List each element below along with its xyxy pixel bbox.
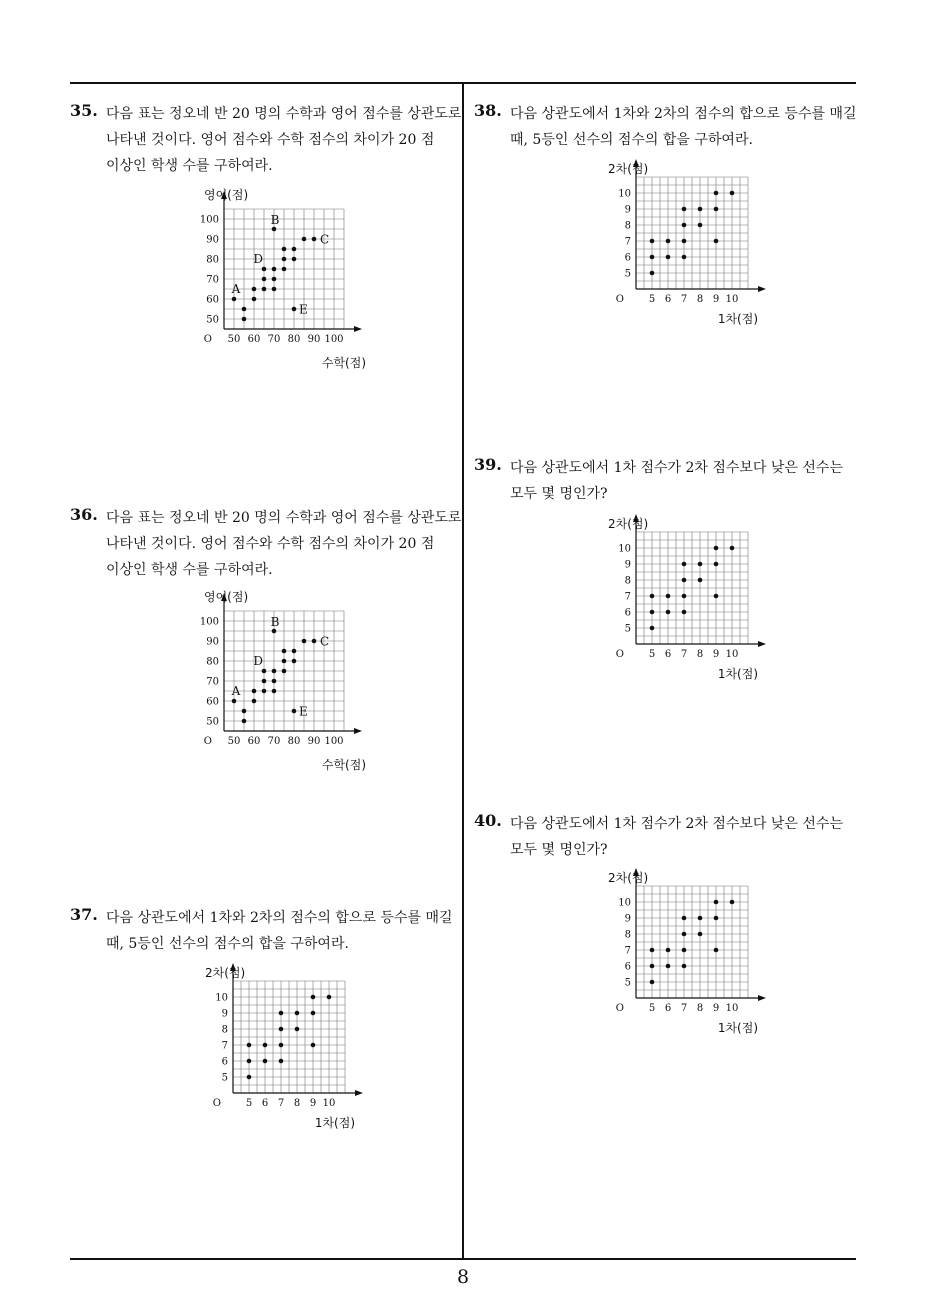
point-label: D [253,252,263,266]
data-point [252,287,257,292]
problem-36 [70,505,462,583]
y-tick-label: 100 [199,214,219,226]
point-label: D [253,654,263,668]
problem-number: 40. [474,811,502,830]
y-tick-label: 50 [206,314,219,326]
problem-number: 39. [474,455,502,474]
y-tick-label: 70 [206,274,219,286]
data-point [666,948,671,953]
x-tick-label: 90 [307,736,321,747]
x-tick-label: 70 [267,334,281,345]
data-point [698,207,703,212]
data-point [730,546,735,551]
x-tick-label: 90 [307,334,321,345]
data-point [252,297,257,302]
scatter-chart-37 [195,963,375,1133]
origin-label: O [615,294,624,305]
data-point [730,900,735,905]
data-point [279,1043,284,1048]
data-point [302,237,307,242]
point-label: C [320,634,330,649]
data-point [272,277,277,282]
point-label: A [231,282,241,296]
data-point [272,679,277,684]
data-point [262,679,267,684]
problem-40 [474,811,866,863]
scatter-chart-40 [598,868,778,1038]
data-point [247,1059,252,1064]
data-point [311,1043,316,1048]
data-point [698,562,703,567]
y-tick-label: 70 [206,676,219,688]
chart-35-svg [190,185,380,375]
x-tick-label: 9 [712,294,720,305]
y-tick-label: 80 [206,254,219,266]
data-point [682,932,687,937]
x-tick-label: 10 [725,649,739,660]
data-point [327,995,332,1000]
y-axis-title: 2차(점) [608,162,649,176]
y-tick-label: 9 [624,204,631,216]
data-point [292,709,297,714]
data-point [262,277,267,282]
x-tick-label: 5 [648,294,656,305]
origin-label: O [615,1003,624,1014]
y-tick-label: 8 [624,929,631,941]
point-label: E [299,302,308,317]
point-label: C [320,232,330,247]
y-axis-title: 영어(점) [204,188,249,202]
data-point [666,255,671,260]
data-point [292,659,297,664]
x-tick-label: 6 [664,1003,672,1014]
x-tick-label: 6 [664,294,672,305]
data-point [302,639,307,644]
data-point [279,1011,284,1016]
data-point [279,1059,284,1064]
data-point [714,916,719,921]
data-point [682,578,687,583]
data-point [272,669,277,674]
x-axis-arrow [758,641,766,647]
y-tick-label: 7 [221,1040,228,1052]
x-tick-label: 70 [267,736,281,747]
y-tick-label: 90 [206,234,219,246]
y-tick-label: 9 [624,559,631,571]
x-tick-label: 60 [247,334,261,345]
data-point [292,307,297,312]
x-tick-label: 50 [227,334,241,345]
data-point [242,709,247,714]
x-tick-label: 7 [277,1098,285,1109]
scatter-chart-39 [598,514,778,684]
data-point [262,287,267,292]
problem-text: 다음 상관도에서 1차와 2차의 점수의 합으로 등수를 매길 때, 5등인 선수의 점수의 합을 구하여라. [510,106,857,148]
point-label: A [231,684,241,698]
data-point [714,562,719,567]
data-point [714,191,719,196]
data-point [650,594,655,599]
y-axis-title: 2차(점) [608,871,649,885]
origin-label: O [203,334,212,345]
data-point [295,1027,300,1032]
x-tick-label: 9 [712,1003,720,1014]
x-tick-label: 7 [680,1003,688,1014]
x-tick-label: 5 [245,1098,253,1109]
y-tick-label: 90 [206,636,219,648]
data-point [242,719,247,724]
data-point [262,689,267,694]
data-point [714,546,719,551]
data-point [682,562,687,567]
y-axis-title: 영어(점) [204,590,249,604]
data-point [682,239,687,244]
data-point [292,247,297,252]
data-point [650,964,655,969]
x-axis-title: 1차(점) [717,667,758,681]
x-tick-label: 8 [696,294,704,305]
data-point [682,916,687,921]
scatter-chart-38 [598,159,778,329]
data-point [247,1075,252,1080]
chart-38-svg [598,159,778,329]
data-point [714,594,719,599]
x-tick-label: 7 [680,649,688,660]
problem-number: 35. [70,101,98,120]
data-point [272,689,277,694]
data-point [282,247,287,252]
point-label: B [270,615,280,629]
problem-number: 38. [474,101,502,120]
data-point [282,649,287,654]
problem-39 [474,455,866,507]
data-point [272,267,277,272]
data-point [666,594,671,599]
y-axis-title: 2차(점) [608,517,649,531]
y-tick-label: 6 [624,961,631,973]
data-point [282,669,287,674]
problem-text: 다음 상관도에서 1차와 2차의 점수의 합으로 등수를 매길 때, 5등인 선수의 점수의 합을 구하여라. [106,910,453,952]
y-tick-label: 7 [624,591,631,603]
chart-40-svg [598,868,778,1038]
data-point [730,191,735,196]
problem-37 [70,905,462,957]
y-tick-label: 6 [624,252,631,264]
x-tick-label: 6 [664,649,672,660]
point-label: E [299,704,308,719]
y-tick-label: 5 [624,977,631,989]
data-point [714,239,719,244]
y-tick-label: 8 [624,575,631,587]
bottom-rule [70,1258,856,1260]
x-axis-title: 1차(점) [314,1116,355,1130]
x-axis-title: 수학(점) [321,758,366,772]
data-point [312,639,317,644]
x-tick-label: 8 [293,1098,301,1109]
data-point [650,948,655,953]
data-point [232,699,237,704]
y-tick-label: 100 [199,616,219,628]
data-point [272,227,277,232]
data-point [682,207,687,212]
problem-35 [70,101,462,179]
problem-text: 다음 표는 정오네 반 20 명의 수학과 영어 점수를 상관도로 나타낸 것이다. 영어 점수와 수학 점수의 차이가 20 점 이상인 학생 수를 구하여라. [106,106,462,174]
data-point [262,267,267,272]
problem-text: 다음 표는 정오네 반 20 명의 수학과 영어 점수를 상관도로 나타낸 것이다. 영어 점수와 수학 점수의 차이가 20 점 이상인 학생 수를 구하여라. [106,510,462,578]
data-point [714,948,719,953]
data-point [242,307,247,312]
x-tick-label: 7 [680,294,688,305]
y-tick-label: 80 [206,656,219,668]
data-point [292,257,297,262]
x-tick-label: 100 [324,334,344,345]
x-axis-arrow [354,728,362,734]
y-tick-label: 60 [206,696,219,708]
data-point [282,267,287,272]
data-point [279,1027,284,1032]
data-point [650,239,655,244]
x-tick-label: 10 [322,1098,336,1109]
x-tick-label: 9 [712,649,720,660]
x-tick-label: 80 [287,736,301,747]
data-point [650,271,655,276]
data-point [682,255,687,260]
data-point [311,995,316,1000]
y-tick-label: 5 [624,623,631,635]
data-point [666,964,671,969]
point-label: B [270,213,280,227]
problem-number: 37. [70,905,98,924]
y-tick-label: 6 [221,1056,228,1068]
data-point [650,626,655,631]
x-axis-arrow [758,995,766,1001]
data-point [650,610,655,615]
data-point [698,916,703,921]
data-point [650,980,655,985]
chart-39-svg [598,514,778,684]
data-point [272,287,277,292]
chart-36-svg [190,587,380,777]
x-axis-arrow [758,286,766,292]
data-point [282,257,287,262]
x-tick-label: 9 [309,1098,317,1109]
x-axis-arrow [355,1090,363,1096]
data-point [698,223,703,228]
x-axis-title: 수학(점) [321,356,366,370]
data-point [714,207,719,212]
x-tick-label: 50 [227,736,241,747]
data-point [295,1011,300,1016]
data-point [232,297,237,302]
x-axis-arrow [354,326,362,332]
data-point [682,964,687,969]
data-point [682,594,687,599]
x-tick-label: 5 [648,1003,656,1014]
data-point [263,1059,268,1064]
data-point [682,948,687,953]
data-point [698,932,703,937]
data-point [650,255,655,260]
x-tick-label: 100 [324,736,344,747]
x-tick-label: 6 [261,1098,269,1109]
y-tick-label: 5 [624,268,631,280]
page-number: 8 [456,1266,470,1288]
y-tick-label: 9 [624,913,631,925]
origin-label: O [615,649,624,660]
y-axis-title: 2차(점) [205,966,246,980]
data-point [242,317,247,322]
data-point [247,1043,252,1048]
y-tick-label: 5 [221,1072,228,1084]
origin-label: O [212,1098,221,1109]
x-tick-label: 80 [287,334,301,345]
x-tick-label: 5 [648,649,656,660]
y-tick-label: 7 [624,236,631,248]
x-axis-title: 1차(점) [717,1021,758,1035]
data-point [714,900,719,905]
y-tick-label: 60 [206,294,219,306]
column-divider [462,82,464,1260]
data-point [252,689,257,694]
data-point [312,237,317,242]
scatter-chart-36 [190,587,380,777]
data-point [682,223,687,228]
y-tick-label: 10 [618,897,631,909]
x-tick-label: 10 [725,294,739,305]
data-point [272,629,277,634]
data-point [311,1011,316,1016]
y-tick-label: 10 [215,992,228,1004]
x-tick-label: 10 [725,1003,739,1014]
x-tick-label: 60 [247,736,261,747]
problem-number: 36. [70,505,98,524]
y-tick-label: 9 [221,1008,228,1020]
y-tick-label: 50 [206,716,219,728]
x-axis-title: 1차(점) [717,312,758,326]
problem-38 [474,101,866,153]
data-point [682,610,687,615]
data-point [292,649,297,654]
y-tick-label: 8 [221,1024,228,1036]
origin-label: O [203,736,212,747]
data-point [252,699,257,704]
x-tick-label: 8 [696,649,704,660]
y-tick-label: 7 [624,945,631,957]
y-tick-label: 8 [624,220,631,232]
data-point [666,239,671,244]
y-tick-label: 10 [618,188,631,200]
data-point [666,610,671,615]
data-point [282,659,287,664]
scatter-chart-35 [190,185,380,375]
y-tick-label: 10 [618,543,631,555]
data-point [262,669,267,674]
chart-37-svg [195,963,375,1133]
data-point [263,1043,268,1048]
problem-text: 다음 상관도에서 1차 점수가 2차 점수보다 낮은 선수는 모두 몇 명인가? [510,460,843,502]
y-tick-label: 6 [624,607,631,619]
x-tick-label: 8 [696,1003,704,1014]
problem-text: 다음 상관도에서 1차 점수가 2차 점수보다 낮은 선수는 모두 몇 명인가? [510,816,843,858]
data-point [698,578,703,583]
